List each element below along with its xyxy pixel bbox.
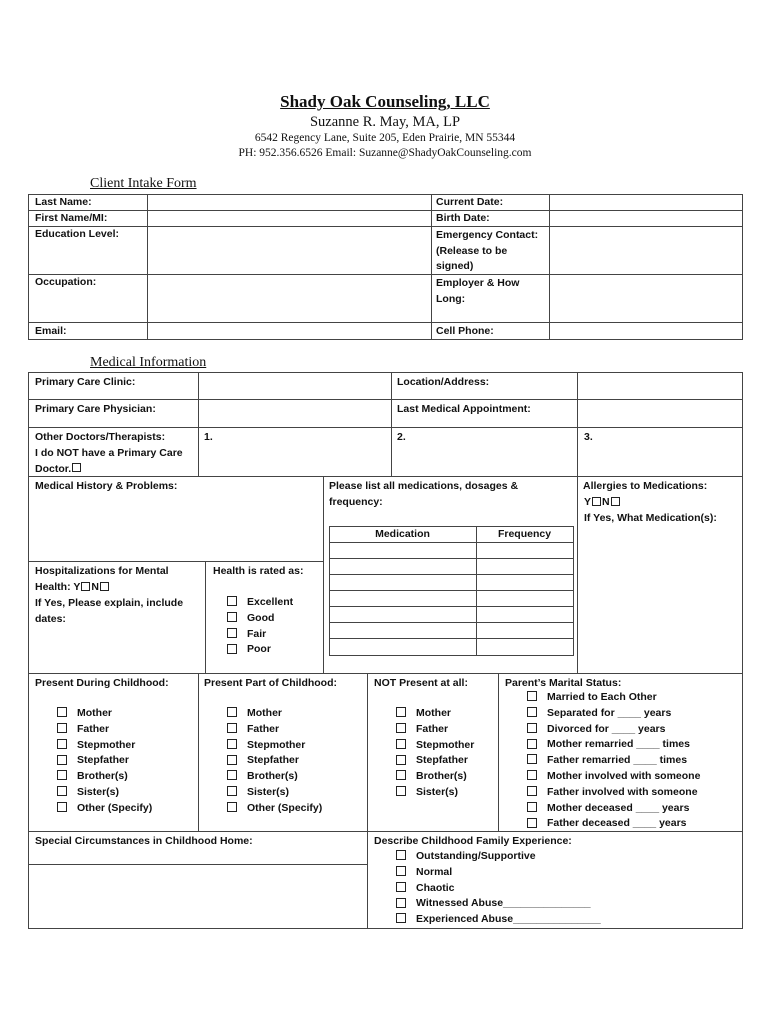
experience-item[interactable]: Experienced Abuse_______________: [396, 912, 601, 928]
present-item[interactable]: Father: [57, 722, 152, 738]
company-address: 6542 Regency Lane, Suite 205, Eden Prairie, MN 55344: [254, 132, 516, 144]
marital-item[interactable]: Father remarried ____ times: [527, 753, 700, 769]
allergy-y-label: Y: [584, 496, 592, 508]
present-item[interactable]: Mother: [57, 706, 152, 722]
health-option-poor[interactable]: Poor: [227, 642, 293, 658]
checkbox-icon[interactable]: [57, 802, 67, 812]
no-primary-checkbox[interactable]: [72, 463, 81, 472]
allergy-yn: [584, 495, 621, 511]
checkbox-icon[interactable]: [396, 707, 406, 717]
not-present-item[interactable]: Stepfather: [396, 753, 474, 769]
not-present-label: NOT Present at all:: [374, 677, 468, 689]
medical-history-field[interactable]: [29, 495, 322, 559]
employer-field[interactable]: [550, 275, 741, 321]
health-rated-label: Health is rated as:: [213, 565, 304, 577]
checkbox-icon[interactable]: [227, 612, 237, 622]
present-item[interactable]: Brother(s): [57, 769, 152, 785]
checkbox-icon[interactable]: [396, 913, 406, 923]
checkbox-icon[interactable]: [227, 755, 237, 765]
marital-item[interactable]: Father deceased ____ years: [527, 816, 700, 832]
checkbox-icon[interactable]: [57, 770, 67, 780]
doctor-3-label: 3.: [584, 431, 593, 443]
present-childhood-label: Present During Childhood:: [35, 677, 169, 689]
medications-prompt: Please list all medications, dosages & frequency:: [329, 480, 519, 508]
emergency-contact-field[interactable]: [550, 227, 741, 273]
hospitalization-yn: [35, 580, 110, 596]
last-appointment-label: Last Medical Appointment:: [397, 403, 531, 415]
medical-title: Medical Information: [90, 355, 207, 370]
last-appointment-field[interactable]: [578, 400, 741, 426]
occupation-label: Occupation:: [35, 276, 97, 288]
family-experience-label: Describe Childhood Family Experience:: [374, 835, 572, 847]
medication-column-header: Medication: [375, 528, 430, 540]
birth-date-label: Birth Date:: [436, 212, 490, 224]
checkbox-icon[interactable]: [227, 723, 237, 733]
checkbox-icon[interactable]: [57, 755, 67, 765]
no-primary-label: [35, 446, 197, 477]
education-label: Education Level:: [35, 228, 120, 240]
part-item[interactable]: Father: [227, 722, 322, 738]
checkbox-icon[interactable]: [227, 596, 237, 606]
doctor-2-label: 2.: [397, 431, 406, 443]
occupation-field[interactable]: [148, 275, 430, 321]
not-present-item[interactable]: Stepmother: [396, 738, 474, 754]
last-name-label: Last Name:: [35, 196, 92, 208]
checkbox-icon[interactable]: [396, 898, 406, 908]
family-experience-list: [396, 849, 601, 928]
marital-item[interactable]: Married to Each Other: [527, 690, 700, 706]
checkbox-icon[interactable]: [396, 850, 406, 860]
checkbox-icon[interactable]: [57, 739, 67, 749]
marital-item[interactable]: Divorced for ____ years: [527, 722, 700, 738]
current-date-field[interactable]: [550, 195, 741, 209]
special-circumstances-label: Special Circumstances in Childhood Home:: [35, 835, 253, 847]
first-name-field[interactable]: [148, 211, 430, 225]
checkbox-icon[interactable]: [57, 786, 67, 796]
location-label: Location/Address:: [397, 376, 490, 388]
checkbox-icon[interactable]: [527, 691, 537, 701]
physician-label: Primary Care Physician:: [35, 403, 156, 415]
medical-history-label: Medical History & Problems:: [35, 480, 178, 492]
experience-item[interactable]: Chaotic: [396, 881, 601, 897]
checkbox-icon[interactable]: [396, 723, 406, 733]
checkbox-icon[interactable]: [527, 818, 537, 828]
health-option-good[interactable]: Good: [227, 611, 293, 627]
cell-phone-label: Cell Phone:: [436, 325, 494, 337]
health-option-excellent[interactable]: Excellent: [227, 595, 293, 611]
intake-title: Client Intake Form: [90, 176, 197, 191]
part-item[interactable]: Stepmother: [227, 738, 322, 754]
present-item[interactable]: Sister(s): [57, 785, 152, 801]
primary-clinic-label: Primary Care Clinic:: [35, 376, 136, 388]
primary-clinic-field[interactable]: [199, 373, 390, 398]
birth-date-field[interactable]: [550, 211, 741, 225]
education-field[interactable]: [148, 227, 430, 273]
therapist-name: Suzanne R. May, MA, LP: [309, 114, 461, 130]
marital-item[interactable]: Mother deceased ____ years: [527, 801, 700, 817]
hosp-health-y-label: Health: Y: [35, 581, 81, 593]
special-circumstances-field[interactable]: [29, 866, 366, 927]
physician-field[interactable]: [199, 400, 390, 426]
checkbox-icon[interactable]: [227, 644, 237, 654]
checkbox-icon[interactable]: [396, 882, 406, 892]
allergy-n-label: N: [602, 496, 610, 508]
marital-item[interactable]: Mother involved with someone: [527, 769, 700, 785]
checkbox-icon[interactable]: [227, 739, 237, 749]
marital-item[interactable]: Father involved with someone: [527, 785, 700, 801]
location-field[interactable]: [578, 373, 741, 398]
checkbox-icon[interactable]: [227, 707, 237, 717]
part-item[interactable]: Other (Specify): [227, 801, 322, 817]
not-present-item[interactable]: Sister(s): [396, 785, 474, 801]
checkbox-icon[interactable]: [527, 723, 537, 733]
checkbox-icon[interactable]: [527, 739, 537, 749]
part-item[interactable]: Mother: [227, 706, 322, 722]
checkbox-icon[interactable]: [527, 770, 537, 780]
checkbox-icon[interactable]: [527, 754, 537, 764]
marital-item[interactable]: Separated for ____ years: [527, 706, 700, 722]
checkbox-icon[interactable]: [227, 786, 237, 796]
other-doctors-label: Other Doctors/Therapists:: [35, 431, 166, 443]
marital-status-label: Parent’s Marital Status:: [505, 677, 622, 689]
health-rating-options: [227, 595, 293, 658]
hosp-yes-checkbox[interactable]: [81, 582, 90, 591]
current-date-label: Current Date:: [436, 196, 504, 208]
part-childhood-list: [227, 706, 322, 817]
allergy-no-checkbox[interactable]: [611, 497, 620, 506]
not-present-item[interactable]: Brother(s): [396, 769, 474, 785]
checkbox-icon[interactable]: [527, 786, 537, 796]
checkbox-icon[interactable]: [396, 739, 406, 749]
hosp-no-checkbox[interactable]: [100, 582, 109, 591]
allergies-label: Allergies to Medications:: [583, 480, 708, 492]
experience-item[interactable]: Witnessed Abuse_______________: [396, 896, 601, 912]
checkbox-icon[interactable]: [396, 755, 406, 765]
part-item[interactable]: Brother(s): [227, 769, 322, 785]
part-item[interactable]: Sister(s): [227, 785, 322, 801]
hospitalization-explain-label: If Yes, Please explain, include dates:: [35, 597, 184, 625]
frequency-column-header: Frequency: [497, 528, 552, 540]
present-item[interactable]: Stepfather: [57, 753, 152, 769]
cell-phone-field[interactable]: [550, 323, 741, 338]
experience-item[interactable]: Normal: [396, 865, 601, 881]
checkbox-icon[interactable]: [57, 723, 67, 733]
checkbox-icon[interactable]: [57, 707, 67, 717]
not-present-list: [396, 706, 474, 801]
company-contact: PH: 952.356.6526 Email: Suzanne@ShadyOakCounseling.com: [238, 147, 532, 159]
checkbox-icon[interactable]: [227, 770, 237, 780]
present-item[interactable]: Other (Specify): [57, 801, 152, 817]
checkbox-icon[interactable]: [396, 770, 406, 780]
hosp-n-label: N: [91, 581, 99, 593]
no-primary-text: I do NOT have a Primary Care Doctor.: [35, 447, 183, 475]
last-name-field[interactable]: [148, 195, 430, 209]
present-childhood-list: [57, 706, 152, 817]
not-present-item[interactable]: Mother: [396, 706, 474, 722]
checkbox-icon[interactable]: [527, 707, 537, 717]
checkbox-icon[interactable]: [396, 866, 406, 876]
allergy-which-label: If Yes, What Medication(s):: [584, 512, 717, 524]
experience-item[interactable]: Outstanding/Supportive: [396, 849, 601, 865]
doctor-1-label: 1.: [204, 431, 213, 443]
company-name: Shady Oak Counseling, LLC: [280, 92, 490, 111]
part-item[interactable]: Stepfather: [227, 753, 322, 769]
checkbox-icon[interactable]: [227, 628, 237, 638]
checkbox-icon[interactable]: [527, 802, 537, 812]
part-childhood-label: Present Part of Childhood:: [204, 677, 338, 689]
email-field[interactable]: [148, 323, 430, 338]
health-option-fair[interactable]: Fair: [227, 627, 293, 643]
marital-item[interactable]: Mother remarried ____ times: [527, 737, 700, 753]
emergency-contact-label: Emergency Contact: (Release to be signed): [436, 229, 539, 272]
hospitalization-label: Hospitalizations for Mental: [35, 565, 169, 577]
employer-label: Employer & How Long:: [436, 277, 520, 305]
email-label: Email:: [35, 325, 67, 337]
allergy-yes-checkbox[interactable]: [592, 497, 601, 506]
present-item[interactable]: Stepmother: [57, 738, 152, 754]
marital-status-list: [527, 690, 700, 832]
checkbox-icon[interactable]: [396, 786, 406, 796]
not-present-item[interactable]: Father: [396, 722, 474, 738]
checkbox-icon[interactable]: [227, 802, 237, 812]
first-name-label: First Name/MI:: [35, 212, 108, 224]
